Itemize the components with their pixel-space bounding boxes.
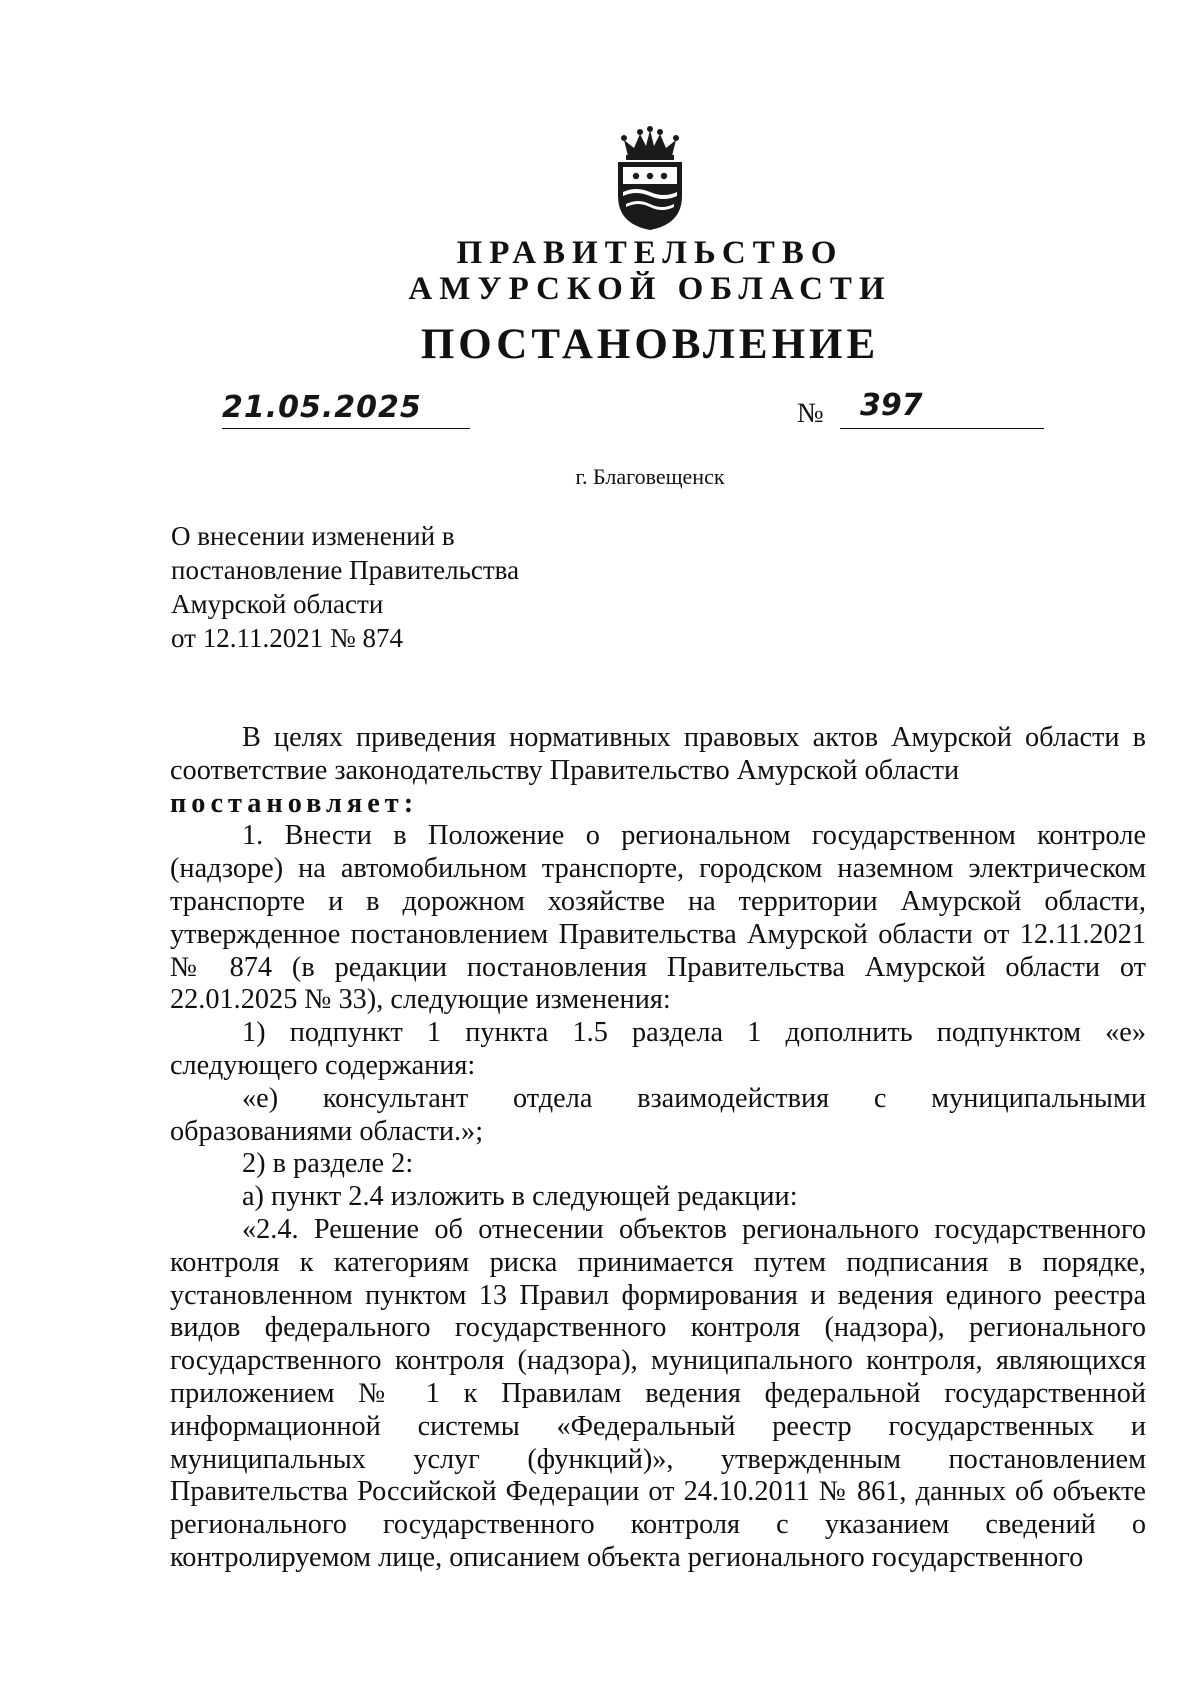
document-type-title: ПОСТАНОВЛЕНИЕ: [420, 321, 880, 368]
handwritten-date: 21.05.2025: [222, 390, 422, 425]
resolves-word: постановляет:: [170, 787, 419, 819]
organization-name-line1: ПРАВИТЕЛЬСТВО: [456, 235, 844, 271]
document-body: [170, 722, 1146, 1575]
subject-line: Амурской области: [171, 589, 384, 619]
subject-line: О внесении изменений в: [171, 521, 455, 551]
item-1-paragraph: 1. Внести в Положение о региональном государственном контроле (надзоре) на автомобильном транспорте, городском наземном электрическом транспорте и в дорожном хозяйстве на территории Амурской области, утвержденное постановлением Правительства Амурской области от 12.11.2021 № 874 (в редакции постановления Правительства Амурской области от 22.01.2025 № 33), следующие изменения:: [170, 820, 1146, 1016]
subject-line: постановление Правительства: [171, 555, 520, 585]
organization-name-line2: АМУРСКОЙ ОБЛАСТИ: [408, 271, 892, 307]
item-1-1-text-paragraph: «е) консультант отдела взаимодействия с муниципальными образованиями области.»;: [170, 1082, 1146, 1147]
item-1-2a-text-paragraph: «2.4. Решение об отнесении объектов регионального государственного контроля к категориям риска принимается путем подписания в порядке, установленном пунктом 13 Правил формирования и ведения единого реестра видов федерального государственного контроля (надзора), регионального государственного контроля (надзора), муниципального контроля, являющихся приложением № 1 к Правилам ведения федеральной государственной информационной системы «Федеральный реестр государственных и муниципальных услуг (функций)», утвержденным постановлением Правительства Российской Федерации от 24.10.2011 № 861, данных об объекте регионального государственного контроля с указанием сведений о контролируемом лице, описанием объекта регионального государственного: [170, 1213, 1146, 1573]
city-line: г. Благовещенск: [575, 464, 725, 489]
item-1-2a-paragraph: а) пункт 2.4 изложить в следующей редакции:: [242, 1181, 798, 1213]
item-1-2-paragraph: 2) в разделе 2:: [242, 1148, 414, 1180]
amur-oblast-coat-of-arms-icon: [614, 126, 686, 232]
handwritten-number: 397: [860, 388, 923, 423]
preamble-paragraph: В целях приведения нормативных правовых актов Амурской области в соответствие законодательству Правительство Амурской области: [170, 722, 1146, 786]
subject-line: от 12.11.2021 № 874: [171, 623, 403, 653]
item-1-1-paragraph: 1) подпункт 1 пункта 1.5 раздела 1 дополнить подпунктом «е» следующего содержания:: [170, 1017, 1146, 1081]
document-subject: [171, 519, 631, 655]
number-label: №: [797, 398, 824, 429]
